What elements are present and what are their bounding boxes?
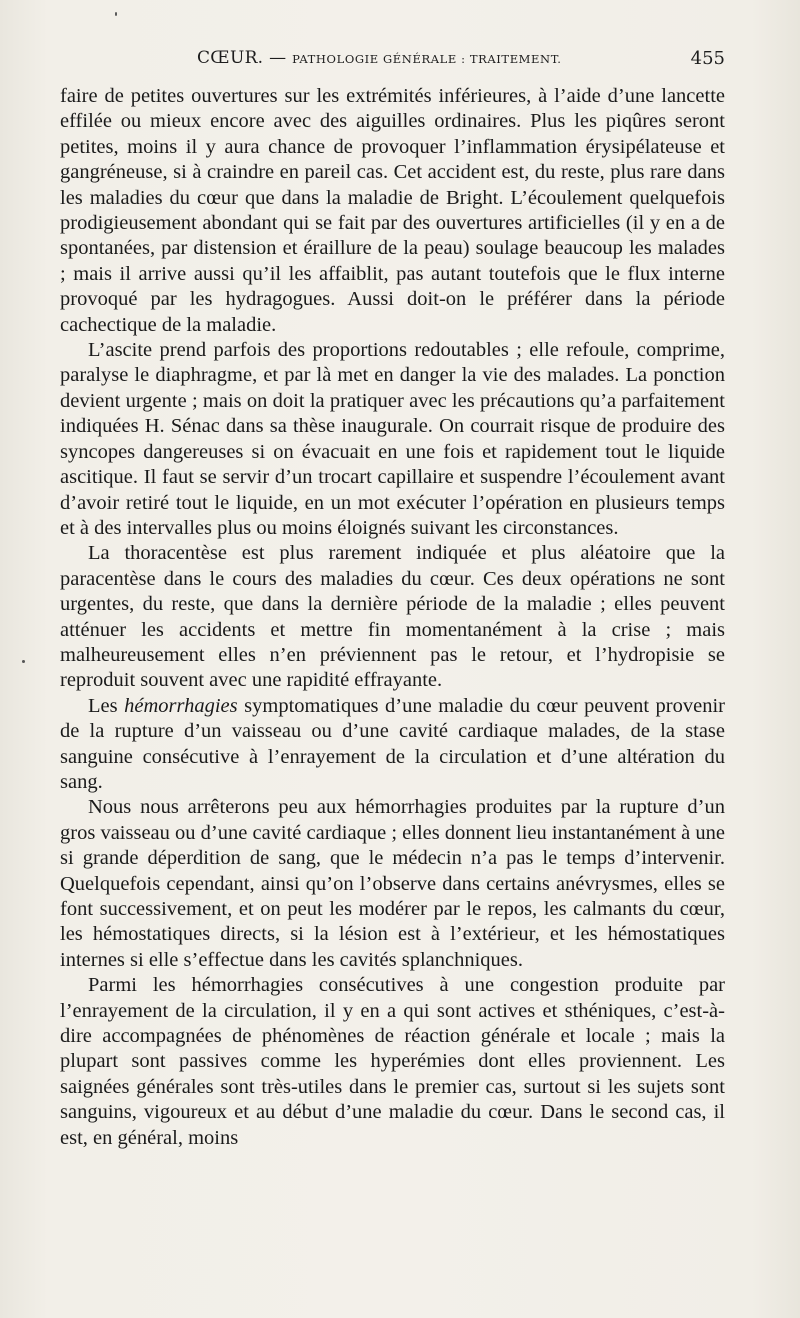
header-title-dash: —	[263, 48, 293, 68]
paragraph-2: L’ascite prend parfois des proportions redoutables ; elle refoule, comprime, paralyse le diaphragme, et par là met en danger la vie des malades. La ponction devient urgente ; mais on doit la pratiquer avec les précautions qu’a parfaitement indiquées H. Sénac dans sa thèse inaugurale. On courrait risque de produire des syncopes dangereuses si on évacuait en une fois et rapidement tout le liquide ascitique. Il faut se servir d’un trocart capillaire et suspendre l’écoulement avant d’avoir retiré tout le liquide, en un mot exécuter l’opération en plusieurs temps et à des intervalles plus ou moins éloignés suivant les circonstances.	[60, 339, 725, 539]
header-title-section: PATHOLOGIE GÉNÉRALE : TRAITEMENT.	[292, 52, 562, 66]
top-speck	[115, 12, 117, 16]
paragraph-6: Parmi les hémorrhagies consécutives à une congestion produite par l’enrayement de la circulation, il y en a qui sont actives et sthéniques, c’est-à-dire accompagnées de phénomènes de réaction générale et locale ; mais la plupart sont passives comme les hyperémies dont elles proviennent. Les saignées générales sont très-utiles dans le premier cas, surtout si les sujets sont sanguins, vigoureux et au début d’une maladie du cœur. Dans le second cas, il est, en général, moins	[60, 974, 725, 1149]
page-number: 455	[690, 48, 725, 69]
paragraph-4	[60, 694, 725, 796]
body-text	[60, 84, 725, 1151]
paragraph-4-rest: symptomatiques d’une maladie du cœur peuvent provenir de la rupture d’un vaisseau ou d’une cavité cardiaque malades, de la stase sanguine consécutive à l’enrayement de la circulation et d’une altération du sang.	[60, 694, 725, 793]
paragraph-4-italic-term: hémorrhagies	[124, 694, 238, 717]
paragraph-4-start: Les	[88, 694, 125, 717]
paragraph-5: Nous nous arrêterons peu aux hémorrhagies produites par la rupture d’un gros vaisseau ou d’une cavité cardiaque ; elles donnent lieu instantanément à une si grande déperdition de sang, que le médecin n’a pas le temps d’intervenir. Quelquefois cependant, ainsi qu’on l’observe dans certains anévrysmes, elles se font successivement, et on peut les modérer par le repos, les calmants du cœur, les hémostatiques directs, si la lésion est à l’extérieur, et les hémostatiques internes si elle s’effectue dans les cavités splanchniques.	[60, 796, 725, 971]
paragraph-1: faire de petites ouvertures sur les extrémités inférieures, à l’aide d’une lancette effilée ou mieux encore avec des aiguilles ordinaires. Plus les piqûres seront petites, moins il y aura chance de provoquer l’inflammation érysipélateuse et gangréneuse, si à craindre en pareil cas. Cet accident est, du reste, plus rare dans les maladies du cœur que dans la maladie de Bright. L’écoulement quelquefois prodigieusement abondant qui se fait par des ouvertures artificielles (il y en a de spontanées, par distension et éraillure de la peau) soulage beaucoup les malades ; mais il arrive aussi qu’il les affaiblit, pas autant toutefois que le flux interne provoqué par les hydragogues. Aussi doit-on le préférer dans la période cachectique de la maladie.	[60, 85, 725, 336]
running-header	[60, 46, 725, 74]
header-title-main: CŒUR.	[197, 48, 264, 68]
header-title	[197, 48, 562, 68]
margin-speck	[22, 660, 25, 663]
paragraph-3: La thoracentèse est plus rarement indiquée et plus aléatoire que la paracentèse dans le cours des maladies du cœur. Ces deux opérations ne sont urgentes, du reste, que dans la dernière période de la maladie ; elles peuvent atténuer les accidents et mettre fin momentanément à la crise ; mais malheureusement elles n’en préviennent pas le retour, et l’hydropisie se reproduit souvent avec une rapidité effrayante.	[60, 542, 725, 692]
